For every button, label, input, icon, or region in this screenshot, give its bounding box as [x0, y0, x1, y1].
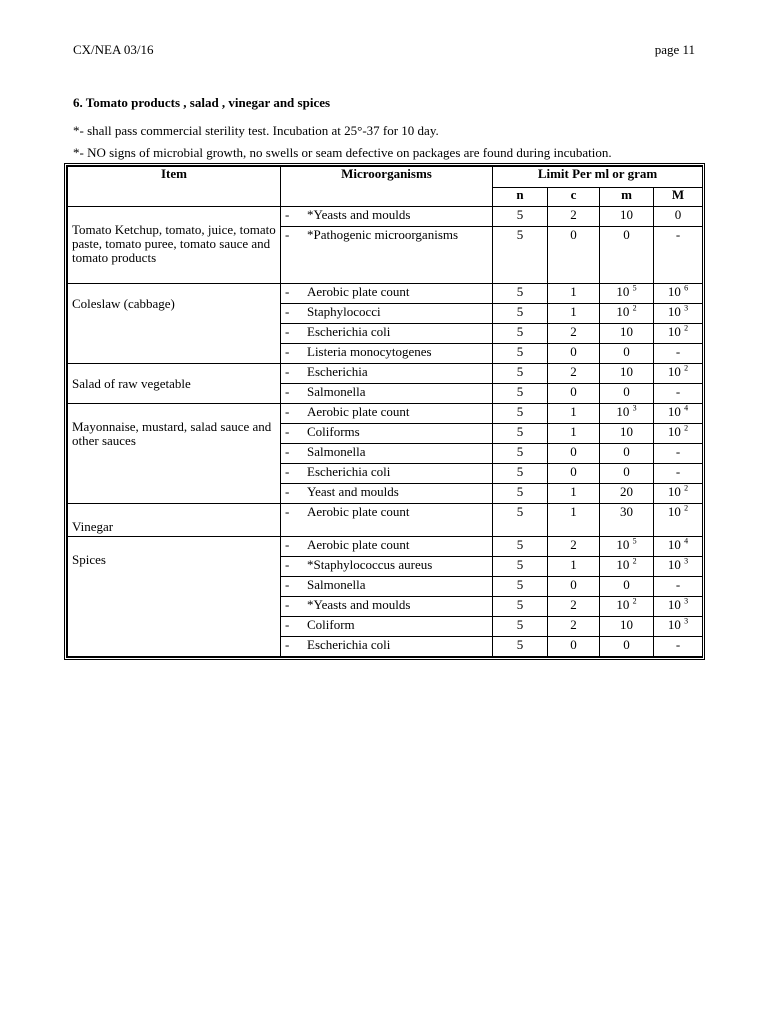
list-dash: -: [281, 557, 303, 577]
limit-exponent: 2: [684, 503, 689, 513]
list-dash: -: [281, 484, 303, 504]
microorganism-name: *Staphylococcus aureus: [303, 557, 492, 577]
limit-value: 1: [570, 424, 577, 439]
microorganism-name: Salmonella: [303, 384, 492, 404]
limit-exponent: 2: [684, 323, 689, 333]
limit-c-cell: [548, 504, 600, 537]
limit-n-cell: [493, 504, 548, 537]
limit-value: -: [675, 344, 681, 359]
limit-value: 1: [570, 284, 577, 299]
limit-value: 0: [623, 444, 630, 459]
header-c: c: [548, 188, 600, 207]
list-dash: -: [281, 424, 303, 444]
microorganism-name: *Yeasts and moulds: [307, 207, 411, 222]
limit-exponent: 3: [632, 403, 637, 413]
microorganism-cell: [281, 207, 493, 284]
limit-value: 10: [616, 597, 630, 612]
item-cell: Spices: [68, 537, 281, 657]
limit-exponent: 2: [684, 363, 689, 373]
limit-m-cell: [600, 404, 654, 504]
limit-value: 10: [620, 424, 633, 439]
limit-value: 5: [516, 424, 524, 439]
limit-m-cell: [600, 207, 654, 284]
limit-value: 2: [570, 597, 577, 612]
microorganism-cell: [281, 537, 493, 657]
limit-value: 0: [623, 464, 630, 479]
item-cell: Tomato Ketchup, tomato, juice, tomato paste, tomato puree, tomato sauce and tomato products: [68, 207, 281, 284]
note-no-growth: *- NO signs of microbial growth, no swells or seam defective on packages are found during incubation.: [73, 145, 612, 160]
limit-value: 0: [623, 577, 630, 592]
limit-c-cell: [548, 364, 600, 404]
limit-value: -: [675, 384, 681, 399]
list-dash: -: [285, 537, 290, 552]
limit-value: 10: [667, 597, 681, 612]
limit-value: 10: [667, 404, 681, 419]
limit-value: 5: [516, 324, 524, 339]
limit-value: 1: [570, 304, 577, 319]
limit-n-cell: [493, 404, 548, 504]
limits-table-grid: [67, 166, 703, 657]
limit-value: 10: [667, 484, 681, 499]
limit-value: 5: [516, 344, 524, 359]
limit-exponent: 3: [684, 596, 689, 606]
limit-exponent: 4: [684, 403, 689, 413]
limit-value: 1: [570, 484, 577, 499]
limit-value: 5: [516, 464, 524, 479]
item-cell: Vinegar: [68, 504, 281, 537]
limit-value: 20: [620, 484, 633, 499]
limit-exponent: 2: [632, 596, 637, 606]
limit-value: 1: [570, 504, 577, 519]
limit-value: 5: [516, 537, 524, 552]
limit-value: 0: [623, 227, 630, 242]
limit-exponent: 2: [632, 556, 637, 566]
limit-value: 2: [570, 537, 577, 552]
microorganism-cell: [281, 284, 493, 364]
limit-c-cell: [548, 537, 600, 657]
limit-value: 10: [667, 557, 681, 572]
limit-value: 5: [516, 384, 524, 399]
limit-exponent: 3: [684, 303, 689, 313]
microorganism-name: Aerobic plate count: [307, 404, 410, 419]
limit-c-cell: [548, 404, 600, 504]
list-dash: -: [281, 444, 303, 464]
list-dash: -: [285, 207, 290, 222]
limit-m-cell: [600, 284, 654, 364]
item-cell: Mayonnaise, mustard, salad sauce and other sauces: [68, 404, 281, 504]
limit-value: 10: [616, 284, 630, 299]
limit-n-cell: [493, 284, 548, 364]
limit-value: 10: [667, 424, 681, 439]
header-m: m: [600, 188, 654, 207]
microorganism-name: Salmonella: [303, 577, 492, 597]
list-dash: -: [281, 617, 303, 637]
limit-value: 10: [667, 364, 681, 379]
limit-exponent: 3: [684, 556, 689, 566]
limit-value: 10: [616, 537, 630, 552]
microorganism-name: Aerobic plate count: [307, 504, 410, 519]
microorganism-name: Salmonella: [303, 444, 492, 464]
limit-m-cell: [600, 537, 654, 657]
limit-value: 10: [667, 617, 681, 632]
limit-value: 10: [616, 404, 630, 419]
limit-value: 5: [516, 364, 524, 379]
microorganism-name: Listeria monocytogenes: [303, 344, 492, 364]
header-M: M: [654, 188, 703, 207]
microorganism-name: *Yeasts and moulds: [303, 597, 492, 617]
limit-value: 5: [516, 404, 524, 419]
limit-M-cell: [654, 207, 703, 284]
limit-value: 0: [674, 207, 682, 222]
limit-value: 2: [570, 324, 577, 339]
microorganism-name: Escherichia coli: [303, 464, 492, 484]
limit-value: -: [675, 637, 681, 652]
list-dash: -: [281, 304, 303, 324]
table-row: [68, 404, 703, 504]
limit-value: 5: [516, 617, 524, 632]
microorganism-cell: [281, 364, 493, 404]
limit-value: 0: [570, 577, 577, 592]
list-dash: -: [281, 384, 303, 404]
list-dash: -: [285, 404, 290, 419]
limit-value: 10: [667, 284, 681, 299]
limit-M-cell: [654, 364, 703, 404]
limit-value: 5: [516, 484, 524, 499]
limit-value: 0: [570, 384, 577, 399]
limit-exponent: 3: [684, 616, 689, 626]
limit-value: 5: [516, 577, 524, 592]
section-title: 6. Tomato products , salad , vinegar and spices: [73, 95, 331, 110]
microbial-limits-table: [64, 163, 705, 660]
limit-value: 30: [620, 504, 633, 519]
limit-n-cell: [493, 207, 548, 284]
limit-value: 0: [623, 637, 630, 652]
limit-value: 2: [570, 364, 577, 379]
microorganism-name: Aerobic plate count: [307, 284, 410, 299]
limit-value: 5: [516, 304, 524, 319]
limit-exponent: 2: [684, 423, 689, 433]
microorganism-name: Yeast and moulds: [303, 484, 492, 504]
limit-value: 1: [570, 404, 577, 419]
table-row: [68, 364, 703, 404]
header-item: Item: [68, 167, 281, 207]
limit-exponent: 6: [684, 283, 689, 293]
header-microorganisms: Microorganisms: [281, 167, 493, 207]
limit-value: 5: [516, 444, 524, 459]
list-dash: -: [281, 227, 303, 247]
microorganism-name: Coliforms: [303, 424, 492, 444]
limit-value: 5: [516, 284, 524, 299]
microorganism-name: Staphylococci: [303, 304, 492, 324]
limit-value: 10: [667, 504, 681, 519]
limit-value: 5: [516, 207, 524, 222]
table-row: [68, 207, 703, 284]
limit-value: 2: [570, 617, 577, 632]
note-sterility: *- shall pass commercial sterility test. Incubation at 25°-37 for 10 day.: [73, 123, 439, 138]
table-row: [68, 537, 703, 657]
limit-value: 1: [570, 557, 577, 572]
limit-value: 0: [570, 444, 577, 459]
limit-value: 0: [623, 384, 630, 399]
table-row: [68, 284, 703, 364]
microorganism-name: Escherichia coli: [303, 637, 492, 657]
list-dash: -: [281, 577, 303, 597]
limit-value: 10: [616, 304, 630, 319]
list-dash: -: [285, 284, 290, 299]
microorganism-name: Escherichia: [307, 364, 368, 379]
limit-M-cell: [654, 284, 703, 364]
list-dash: -: [281, 637, 303, 657]
list-dash: -: [285, 364, 290, 379]
doc-code: CX/NEA 03/16: [73, 42, 154, 57]
limit-value: 5: [516, 504, 524, 519]
limit-value: 0: [570, 344, 577, 359]
limit-n-cell: [493, 364, 548, 404]
limit-value: 5: [516, 557, 524, 572]
header-limit: Limit Per ml or gram: [493, 167, 703, 188]
limit-M-cell: [654, 504, 703, 537]
limit-value: -: [675, 227, 681, 242]
microorganism-cell: [281, 404, 493, 504]
limit-value: 0: [570, 637, 577, 652]
limit-value: 0: [623, 344, 630, 359]
limit-exponent: 2: [632, 303, 637, 313]
list-dash: -: [281, 597, 303, 617]
list-dash: -: [281, 464, 303, 484]
limit-m-cell: [600, 364, 654, 404]
limit-value: 10: [616, 557, 630, 572]
limit-value: 10: [620, 207, 633, 222]
microorganism-name: Escherichia coli: [303, 324, 492, 344]
limit-c-cell: [548, 207, 600, 284]
limit-c-cell: [548, 284, 600, 364]
page-number: page 11: [654, 42, 695, 57]
limit-value: 10: [620, 324, 633, 339]
limit-m-cell: [600, 504, 654, 537]
limit-value: 2: [570, 207, 577, 222]
limit-exponent: 4: [684, 536, 689, 546]
limit-M-cell: [654, 537, 703, 657]
limit-value: -: [675, 444, 681, 459]
list-dash: -: [281, 324, 303, 344]
limit-value: 0: [570, 464, 577, 479]
limit-exponent: 5: [632, 283, 637, 293]
item-cell: Salad of raw vegetable: [68, 364, 281, 404]
limit-value: 5: [516, 637, 524, 652]
limit-value: 10: [620, 617, 633, 632]
limit-value: -: [675, 577, 681, 592]
limit-value: 5: [516, 227, 524, 242]
limit-M-cell: [654, 404, 703, 504]
list-dash: -: [281, 344, 303, 364]
limit-exponent: 2: [684, 483, 689, 493]
limit-value: 10: [667, 324, 681, 339]
limit-value: 10: [667, 304, 681, 319]
microorganism-name: Aerobic plate count: [307, 537, 410, 552]
limit-exponent: 5: [632, 536, 637, 546]
limit-value: -: [675, 464, 681, 479]
item-cell: Coleslaw (cabbage): [68, 284, 281, 364]
microorganism-name: Coliform: [303, 617, 492, 637]
microorganism-cell: [281, 504, 493, 537]
limit-value: 5: [516, 597, 524, 612]
microorganism-name: *Pathogenic microorganisms: [303, 227, 492, 247]
limit-value: 0: [570, 227, 577, 242]
header-n: n: [493, 188, 548, 207]
limit-value: 10: [620, 364, 633, 379]
list-dash: -: [285, 504, 290, 519]
table-row: [68, 504, 703, 537]
limit-value: 10: [667, 537, 681, 552]
limit-n-cell: [493, 537, 548, 657]
